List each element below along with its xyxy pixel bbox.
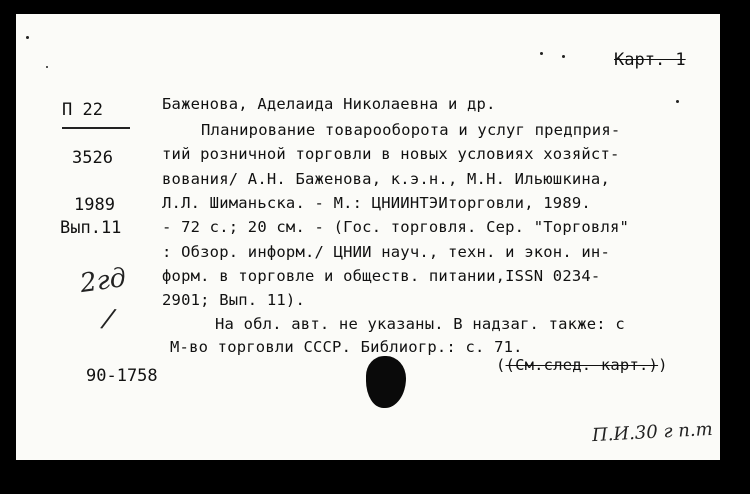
body-line: Л.Л. Шиманьска. - М.: ЦНИИНТЭИторговли, 1989. (162, 194, 591, 212)
author-heading: Баженова, Аделаида Николаевна и др. (162, 95, 496, 113)
issue-number: Вып.11 (60, 218, 122, 238)
publication-year: 1989 (74, 195, 115, 215)
continuation-text: (См.след. карт.) (505, 356, 659, 374)
speck (540, 52, 543, 55)
body-line: Планирование товарооборота и услуг предприя- (201, 121, 621, 139)
speck (676, 100, 679, 103)
speck (562, 55, 565, 58)
body-line: - 72 с.; 20 см. - (Гос. торговля. Сер. "Торговля" (162, 218, 630, 236)
accession-number: 90-1758 (86, 366, 158, 386)
body-line: форм. в торговле и обществ. питании,ISSN 0234- (162, 267, 601, 285)
handwritten-stroke: / (101, 303, 116, 335)
classification-code: П 22 (62, 100, 103, 120)
handwritten-mark: 2гд (78, 262, 129, 300)
scan-border (0, 0, 16, 494)
catalog-card (16, 14, 720, 460)
handwritten-note: П.И.30 г п.т (591, 418, 714, 447)
body-line: : Обзор. информ./ ЦНИИ науч., техн. и экон. ин- (162, 243, 610, 261)
note-line: М-во торговли СССР. Библиогр.: с. 71. (170, 338, 523, 356)
speck (26, 36, 29, 39)
continuation-note: ((См.след. карт.)) (496, 356, 668, 374)
body-line: вования/ А.Н. Баженова, к.э.н., М.Н. Ильюшкина, (162, 170, 610, 188)
speck (46, 66, 48, 68)
note-line: На обл. авт. не указаны. В надзаг. также: с (215, 315, 625, 333)
ink-blot (366, 356, 406, 408)
body-line: 2901; Вып. 11). (162, 291, 305, 309)
code-underline (62, 127, 130, 129)
inventory-number: 3526 (72, 148, 113, 168)
card-number-label: Карт. 1 (614, 50, 686, 70)
body-line: тий розничной торговли в новых условиях хозяйст- (162, 145, 620, 163)
